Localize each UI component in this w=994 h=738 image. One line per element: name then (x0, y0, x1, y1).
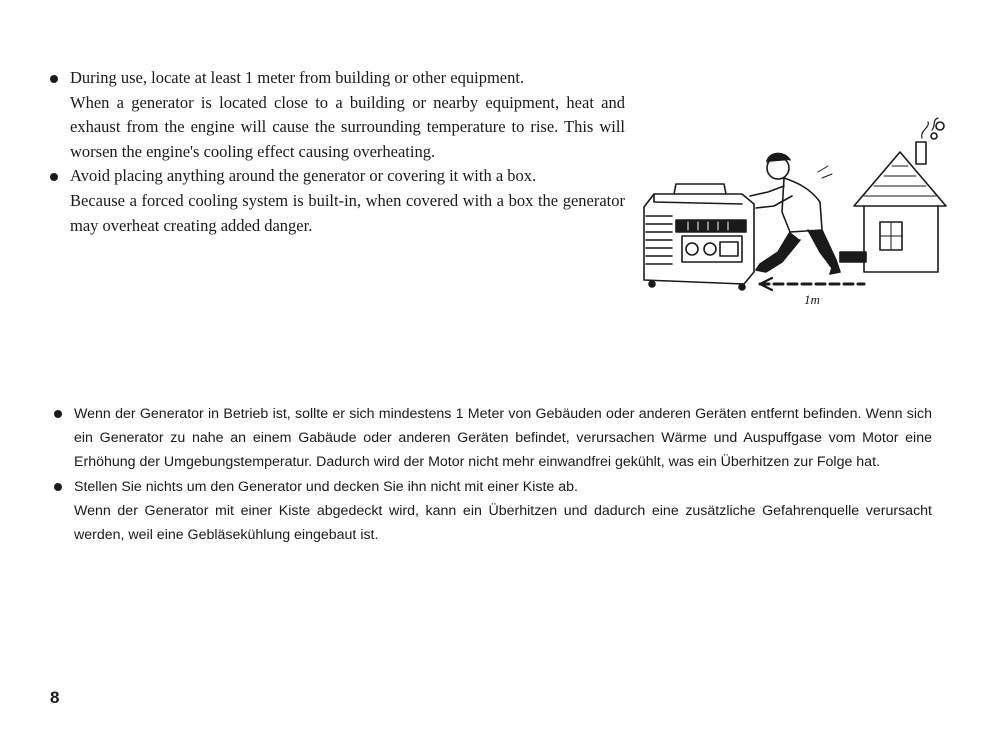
distance-label: 1m (804, 292, 820, 307)
german-instructions (54, 402, 932, 547)
english-item1-heading: During use, locate at least 1 meter from building or other equipment. (70, 68, 525, 87)
generator-icon (644, 184, 754, 290)
house-icon (840, 118, 946, 272)
distance-arrow-icon (760, 278, 864, 290)
german-item1-text: Wenn der Generator in Betrieb ist, sollte er sich mindestens 1 Meter von Gebäuden oder anderen Geräten entfernt befinden. Wenn sich ein Generator zu nahe an einem Gabäude oder anderen Geräten befindet, verursachen Wärme und Auspuffgase vom Motor eine Erhöhung der Umgebungstemperatur. Dadurch wird der Motor nicht mehr einwandfrei gekühlt, was ein Überhitzen zur Folge hat. (74, 406, 932, 471)
bullet-icon (54, 410, 62, 418)
bullet-icon (50, 75, 58, 83)
german-item2-body: Wenn der Generator mit einer Kiste abgedeckt wird, kann ein Überhitzen und dadurch eine zusätzliche Gefahrenquelle verursacht werden, weil eine Gebläsekühlung eingebaut ist. (74, 502, 932, 544)
english-item2-heading: Avoid placing anything around the generator or covering it with a box. (70, 166, 537, 186)
german-item2-heading: Stellen Sie nichts um den Generator und decken Sie ihn nicht mit einer Kiste ab. (74, 478, 578, 495)
german-bullet-item-distance (54, 402, 932, 475)
page-number: 8 (50, 688, 60, 707)
generator-distance-illustration (632, 112, 962, 312)
english-bullet-item-covering (50, 164, 625, 238)
bullet-icon (50, 173, 58, 181)
german-bullet-item-covering (54, 475, 932, 548)
english-item1-body: When a generator is located close to a building or nearby equipment, heat and exhaust from the engine will cause the surrounding temperature to rise. This will worsen the engine's cooling effect causing overheating. (70, 92, 625, 161)
english-bullet-item-distance (50, 66, 625, 164)
man-icon (750, 153, 840, 274)
english-item2-body: Because a forced cooling system is built-in, when covered with a box the generator may overheat creating added danger. (70, 190, 625, 235)
english-instructions (50, 66, 625, 238)
bullet-icon (54, 483, 62, 491)
